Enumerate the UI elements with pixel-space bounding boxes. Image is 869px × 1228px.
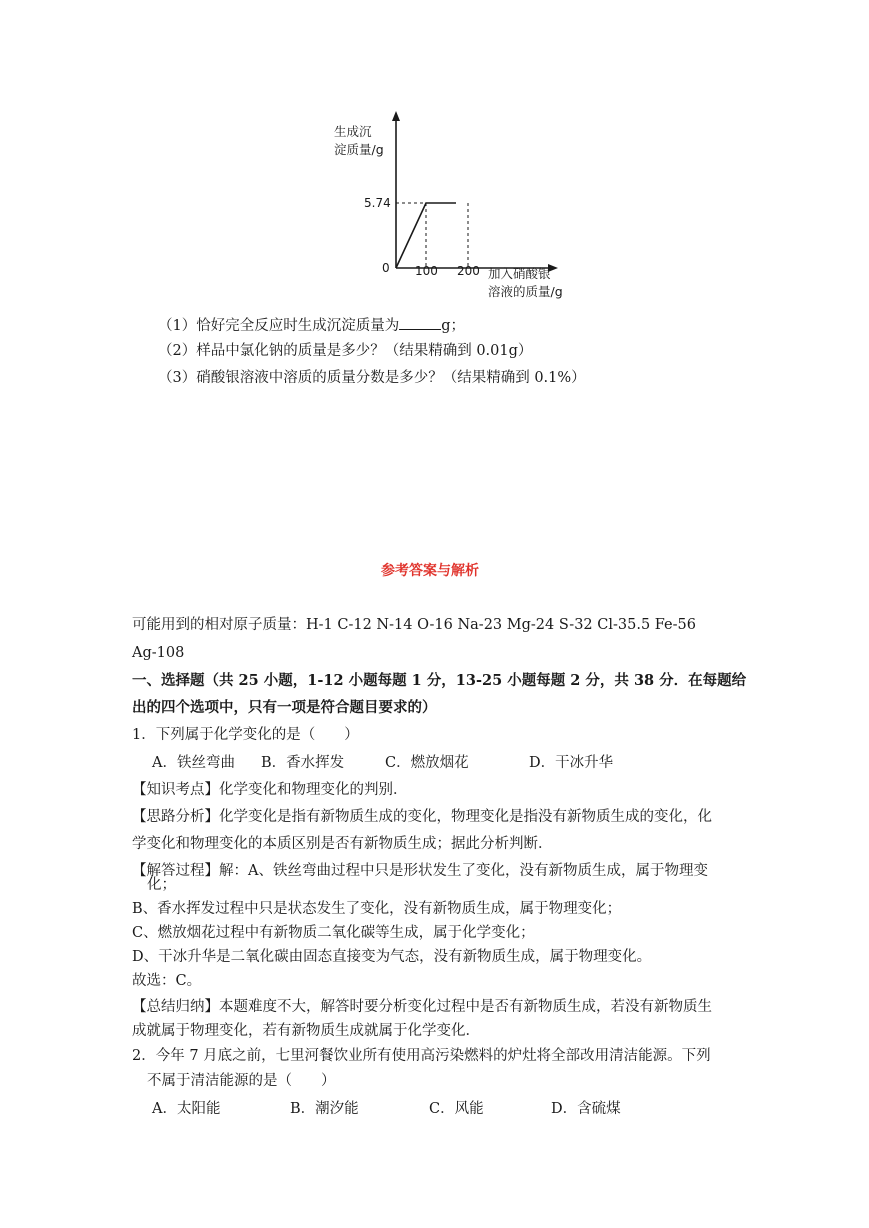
section-title-line2: 出的四个选项中，只有一项是符合题目要求的） bbox=[132, 699, 437, 716]
item1-summary-line2: 成就属于物理变化，若有新物质生成就属于化学变化． bbox=[132, 1023, 480, 1039]
question-2: （2）样品中氯化钠的质量是多少？（结果精确到 0.01g） bbox=[158, 343, 533, 359]
item1-process-line1: 【解答过程】解：A、铁丝弯曲过程中只是形状发生了变化，没有新物质生成，属于物理变 bbox=[132, 863, 708, 879]
item2-option-c: C．风能 bbox=[429, 1101, 484, 1117]
question-1-unit: g； bbox=[441, 318, 466, 334]
item1-b-explanation: B、香水挥发过程中只是状态发生了变化，没有新物质生成，属于物理变化； bbox=[132, 901, 622, 917]
x-tick-label-100: 100 bbox=[415, 264, 438, 278]
item1-stem: 1．下列属于化学变化的是（ ） bbox=[132, 727, 359, 743]
y-axis-arrow bbox=[392, 111, 400, 121]
item1-c-explanation: C、燃放烟花过程中有新物质二氧化碳等生成，属于化学变化； bbox=[132, 925, 535, 941]
question-3: （3）硝酸银溶液中溶质的质量分数是多少？（结果精确到 0.1%） bbox=[158, 370, 586, 386]
item1-option-b: B．香水挥发 bbox=[261, 755, 345, 771]
section-title-line1: 一、选择题（共 25 小题，1-12 小题每题 1 分，13-25 小题每题 2 分，共 38 分．在每题给 bbox=[132, 672, 747, 689]
item1-analysis-line2: 学变化和物理变化的本质区别是否有新物质生成；据此分析判断． bbox=[132, 836, 553, 852]
item1-analysis-line1: 【思路分析】化学变化是指有新物质生成的变化，物理变化是指没有新物质生成的变化，化 bbox=[132, 809, 712, 825]
x-axis-label-line2: 溶液的质量/g bbox=[488, 284, 563, 299]
item2-stem-line1: 2．今年 7 月底之前，七里河餐饮业所有使用高污染燃料的炉灶将全部改用清洁能源。下列 bbox=[132, 1048, 711, 1064]
item1-option-c: C．燃放烟花 bbox=[385, 755, 469, 771]
atomic-masses-line1: 可能用到的相对原子质量：H-1 C-12 N-14 O-16 Na-23 Mg-24 S-32 Cl-35.5 Fe-56 bbox=[132, 617, 696, 633]
item1-summary-line1: 【总结归纳】本题难度不大，解答时要分析变化过程中是否有新物质生成，若没有新物质生 bbox=[132, 999, 712, 1015]
item2-stem-line2: 不属于清洁能源的是（ ） bbox=[147, 1073, 336, 1089]
item2-option-a: A．太阳能 bbox=[152, 1101, 221, 1117]
origin-label: 0 bbox=[382, 261, 390, 275]
answer-title: 参考答案与解析 bbox=[381, 563, 479, 579]
atomic-masses-line2: Ag-108 bbox=[132, 645, 185, 661]
item1-option-d: D．干冰升华 bbox=[529, 755, 614, 771]
item1-knowledge: 【知识考点】化学变化和物理变化的判别． bbox=[132, 782, 408, 798]
answer-blank[interactable] bbox=[399, 314, 441, 330]
item1-d-explanation: D、干冰升华是二氧化碳由固态直接变为气态，没有新物质生成，属于物理变化。 bbox=[132, 949, 652, 965]
y-axis-label-line1: 生成沉 bbox=[334, 124, 372, 139]
x-axis-label-line1: 加入硝酸银 bbox=[488, 266, 551, 281]
item2-option-b: B．潮汐能 bbox=[290, 1101, 359, 1117]
question-1 bbox=[158, 314, 465, 336]
item1-option-a: A．铁丝弯曲 bbox=[152, 755, 235, 771]
y-axis-label-line2: 淀质量/g bbox=[334, 142, 384, 157]
item2-option-d: D．含硫煤 bbox=[551, 1101, 621, 1117]
x-tick-label-200: 200 bbox=[457, 264, 480, 278]
question-1-text: （1）恰好完全反应时生成沉淀质量为 bbox=[158, 318, 400, 334]
precipitate-chart bbox=[320, 108, 590, 308]
item1-process-line2: 化； bbox=[147, 877, 176, 893]
item1-choice: 故选：C。 bbox=[132, 973, 202, 989]
y-tick-label: 5.74 bbox=[364, 196, 391, 210]
